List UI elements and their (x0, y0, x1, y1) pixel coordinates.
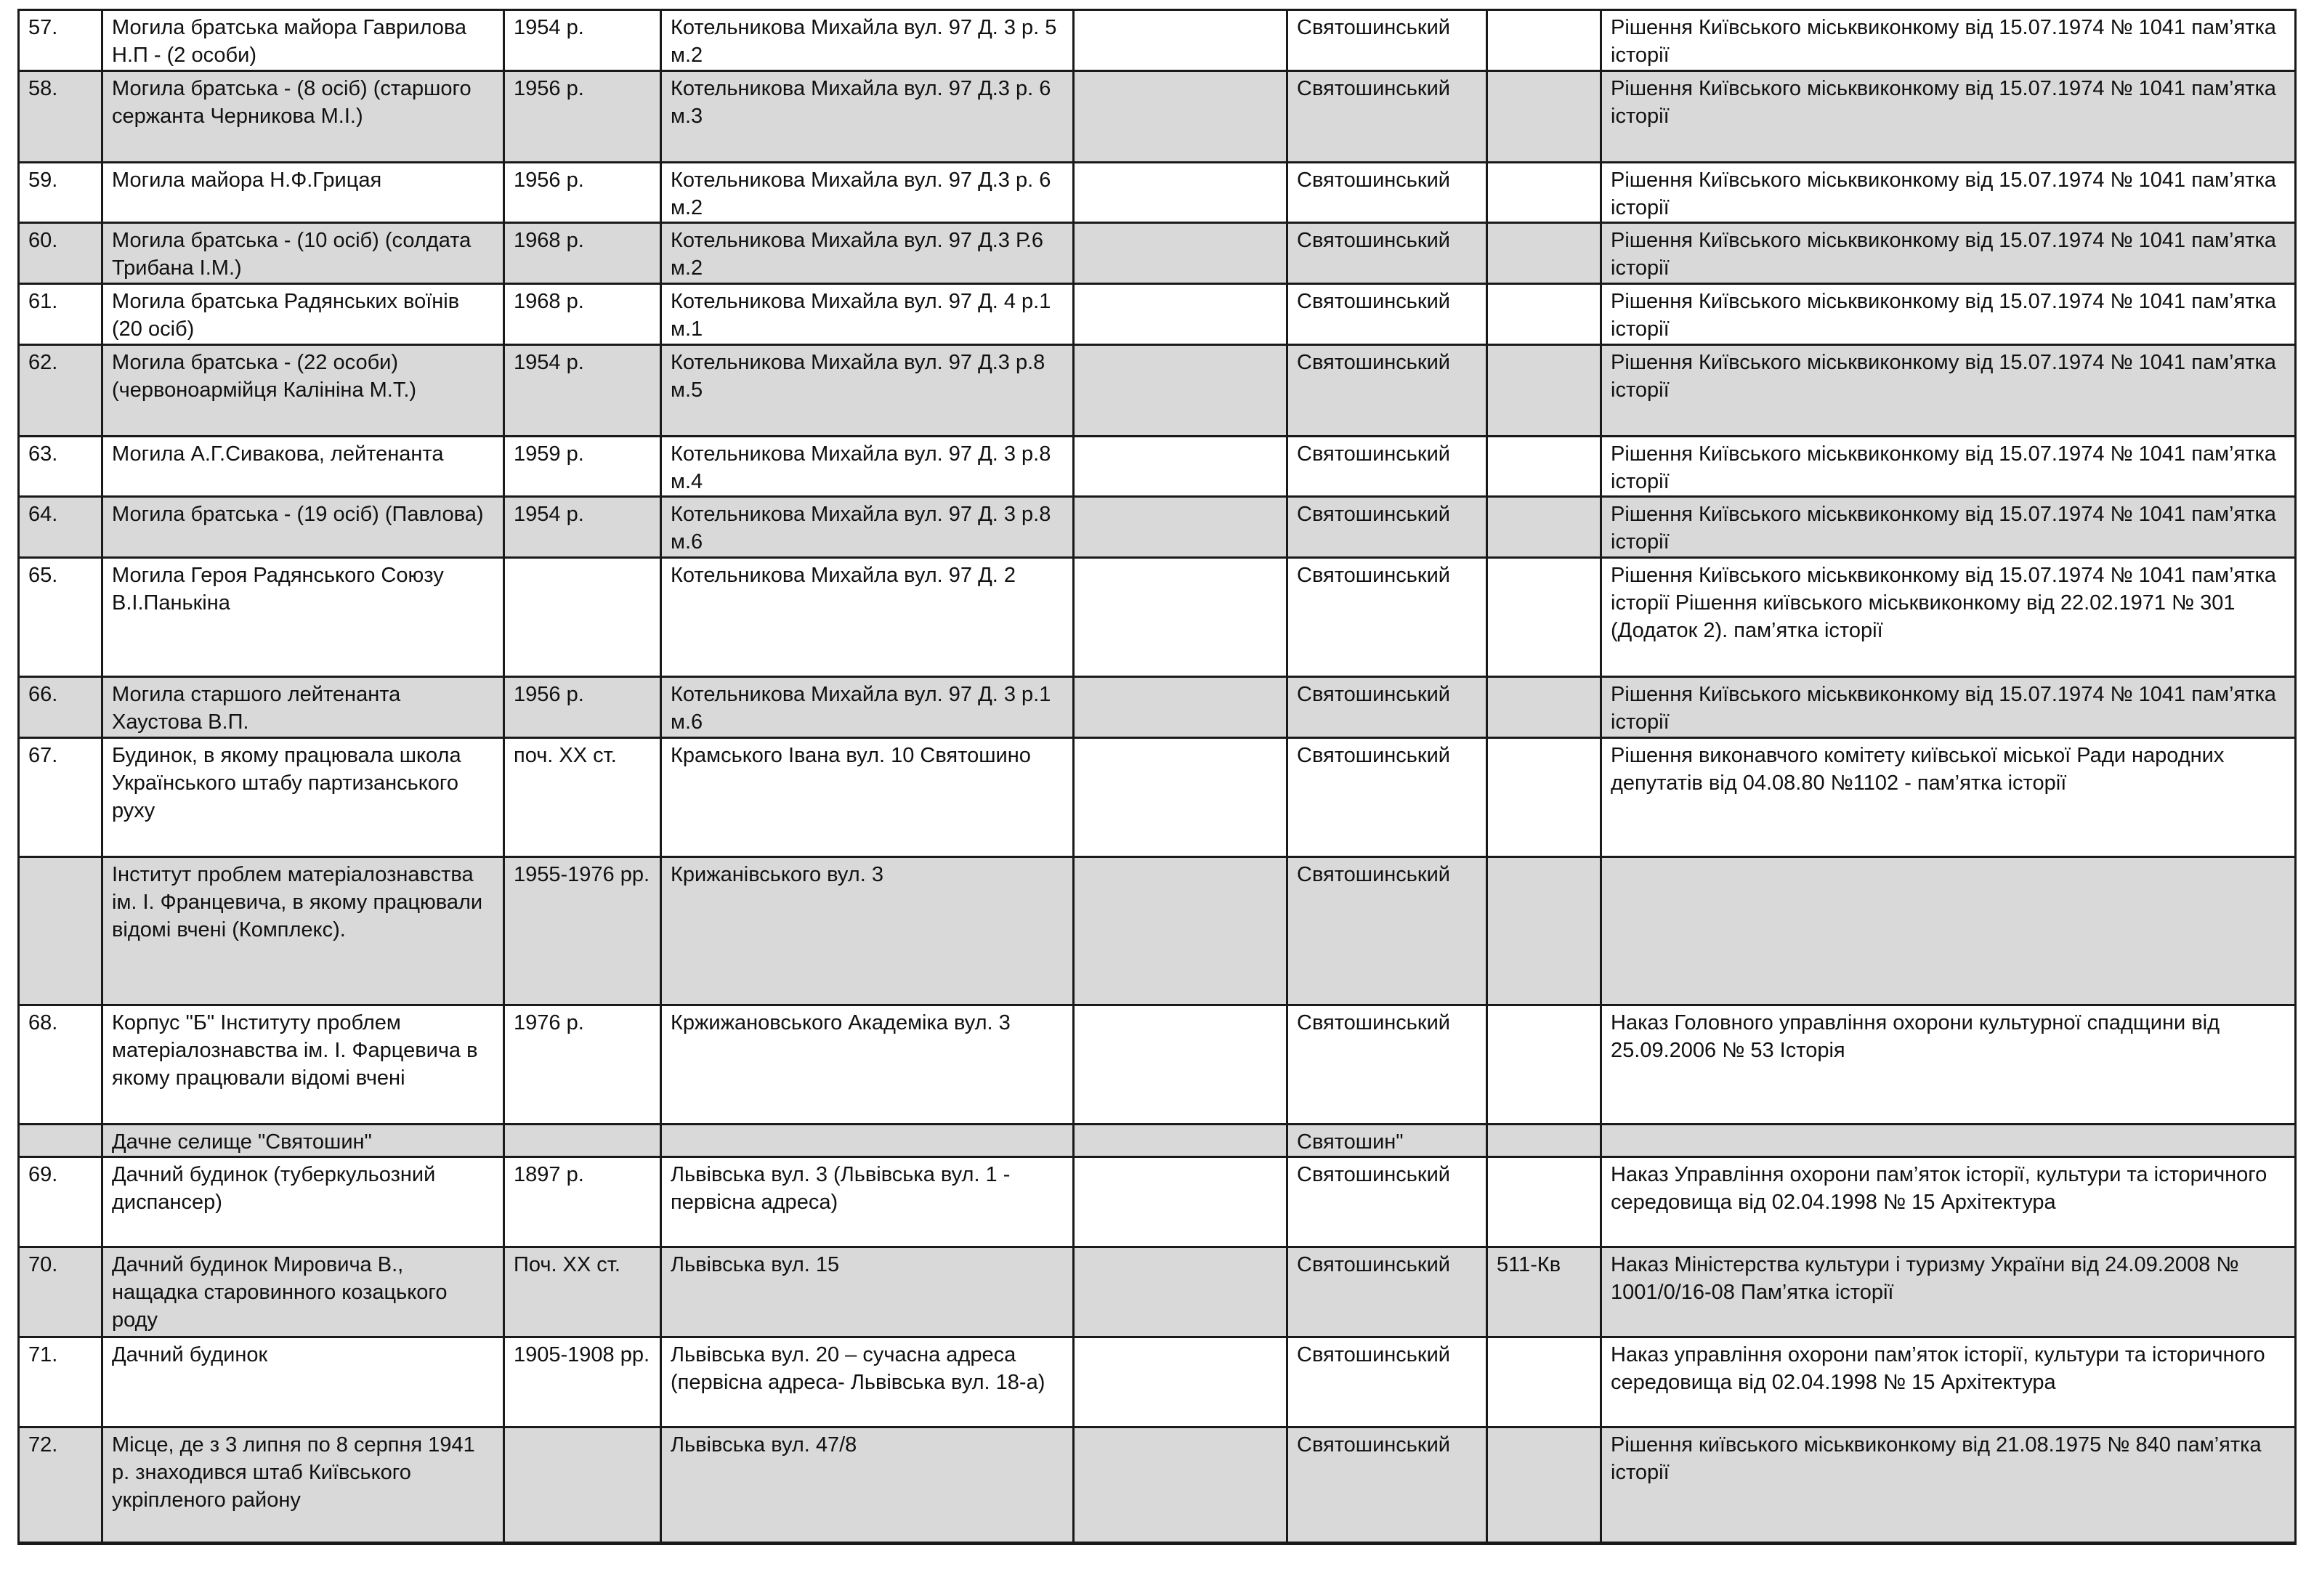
object-district-cell: Святошинський (1287, 1247, 1487, 1337)
empty-cell-cell (1074, 437, 1287, 497)
table-row (19, 1005, 2296, 1125)
table-row (19, 1427, 2296, 1544)
object-date-cell: 1976 р. (504, 1005, 661, 1125)
object-address-cell: Котельникова Михайла вул. 97 Д.3 р.8 м.5 (661, 345, 1074, 437)
table-body (19, 10, 2296, 1544)
object-address-cell: Львівська вул. 15 (661, 1247, 1074, 1337)
registry-code-cell (1487, 1337, 1601, 1427)
row-number-cell: 57. (19, 10, 102, 71)
protection-decision-cell: Рішення Київського міськвиконкому від 15.07.1974 № 1041 пам’ятка історії (1601, 497, 2296, 558)
registry-code-cell (1487, 1427, 1601, 1544)
table-row (19, 437, 2296, 497)
object-name-cell: Могила Героя Радянського Союзу В.І.Панькіна (102, 558, 504, 677)
object-district-cell: Святошинський (1287, 71, 1487, 163)
object-district-cell: Святошинський (1287, 437, 1487, 497)
object-name-cell: Дачний будинок Мировича В., нащадка старовинного козацького роду (102, 1247, 504, 1337)
object-address-cell: Котельникова Михайла вул. 97 Д. 4 р.1 м.1 (661, 284, 1074, 345)
object-address-cell: Котельникова Михайла вул. 97 Д. 2 (661, 558, 1074, 677)
registry-code-cell (1487, 558, 1601, 677)
protection-decision-cell: Рішення Київського міськвиконкому від 15.07.1974 № 1041 пам’ятка історії (1601, 223, 2296, 284)
table-row (19, 857, 2296, 1005)
object-name-cell: Дачний будинок (туберкульозний диспансер) (102, 1157, 504, 1247)
table-row (19, 163, 2296, 223)
empty-cell-cell (1074, 223, 1287, 284)
registry-code-cell (1487, 857, 1601, 1005)
registry-code-cell (1487, 284, 1601, 345)
object-name-cell: Могила А.Г.Сивакова, лейтенанта (102, 437, 504, 497)
object-name-cell: Могила братська майора Гаврилова Н.П - (2 особи) (102, 10, 504, 71)
registry-code-cell (1487, 1125, 1601, 1157)
row-number-cell: 68. (19, 1005, 102, 1125)
empty-cell-cell (1074, 1157, 1287, 1247)
table-row (19, 497, 2296, 558)
table-row (19, 677, 2296, 738)
registry-code-cell (1487, 223, 1601, 284)
object-date-cell (504, 1125, 661, 1157)
object-address-cell: Котельникова Михайла вул. 97 Д.3 Р.6 м.2 (661, 223, 1074, 284)
object-date-cell: 1905-1908 рр. (504, 1337, 661, 1427)
object-district-cell: Святошинський (1287, 284, 1487, 345)
object-district-cell: Святошинський (1287, 558, 1487, 677)
object-date-cell: 1954 р. (504, 345, 661, 437)
protection-decision-cell: Рішення виконавчого комітету київської міської Ради народних депутатів від 04.08.80 №1102 - пам’ятка історії (1601, 738, 2296, 857)
registry-code-cell (1487, 738, 1601, 857)
row-number-cell: 69. (19, 1157, 102, 1247)
object-date-cell: 1956 р. (504, 163, 661, 223)
row-number-cell: 64. (19, 497, 102, 558)
row-number-cell: 67. (19, 738, 102, 857)
row-number-cell (19, 1125, 102, 1157)
object-address-cell: Котельникова Михайла вул. 97 Д. 3 р.8 м.6 (661, 497, 1074, 558)
protection-decision-cell: Рішення Київського міськвиконкому від 15.07.1974 № 1041 пам’ятка історії (1601, 163, 2296, 223)
empty-cell-cell (1074, 71, 1287, 163)
row-number-cell: 66. (19, 677, 102, 738)
object-date-cell: 1968 р. (504, 223, 661, 284)
protection-decision-cell: Рішення Київського міськвиконкому від 15.07.1974 № 1041 пам’ятка історії (1601, 10, 2296, 71)
row-number-cell: 71. (19, 1337, 102, 1427)
object-date-cell: поч. ХХ ст. (504, 738, 661, 857)
object-district-cell: Святошинський (1287, 10, 1487, 71)
table-row (19, 71, 2296, 163)
row-number-cell: 59. (19, 163, 102, 223)
object-district-cell: Святошинський (1287, 163, 1487, 223)
protection-decision-cell: Рішення Київського міськвиконкому від 15.07.1974 № 1041 пам’ятка історії (1601, 71, 2296, 163)
protection-decision-cell: Наказ Головного управління охорони культурної спадщини від 25.09.2006 № 53 Історія (1601, 1005, 2296, 1125)
object-date-cell: 1897 р. (504, 1157, 661, 1247)
row-number-cell: 72. (19, 1427, 102, 1544)
object-name-cell: Могила братська - (10 осіб) (солдата Трибана І.М.) (102, 223, 504, 284)
object-date-cell (504, 558, 661, 677)
row-number-cell: 63. (19, 437, 102, 497)
row-number-cell: 61. (19, 284, 102, 345)
object-address-cell: Крамського Івана вул. 10 Святошино (661, 738, 1074, 857)
object-name-cell: Могила братська - (22 особи) (червоноармійця Калініна М.Т.) (102, 345, 504, 437)
table-row (19, 10, 2296, 71)
registry-code-cell (1487, 1005, 1601, 1125)
object-address-cell: Львівська вул. 20 – сучасна адреса (первісна адреса- Львівська вул. 18-а) (661, 1337, 1074, 1427)
row-number-cell: 62. (19, 345, 102, 437)
table-row (19, 1337, 2296, 1427)
object-address-cell: Львівська вул. 47/8 (661, 1427, 1074, 1544)
protection-decision-cell: Рішення Київського міськвиконкому від 15.07.1974 № 1041 пам’ятка історії (1601, 677, 2296, 738)
object-address-cell: Котельникова Михайла вул. 97 Д. 3 р.1 м.6 (661, 677, 1074, 738)
object-district-cell: Святошинський (1287, 677, 1487, 738)
registry-code-cell (1487, 1157, 1601, 1247)
object-name-cell: Могила братська - (8 осіб) (старшого сержанта Черникова М.І.) (102, 71, 504, 163)
row-number-cell (19, 857, 102, 1005)
empty-cell-cell (1074, 1005, 1287, 1125)
object-date-cell: 1968 р. (504, 284, 661, 345)
protection-decision-cell: Рішення київського міськвиконкому від 21.08.1975 № 840 пам’ятка історії (1601, 1427, 2296, 1544)
protection-decision-cell: Наказ управління охорони пам’яток історії, культури та історичного середовища від 02.04.1998 № 15 Архітектура (1601, 1337, 2296, 1427)
table-row (19, 1247, 2296, 1337)
object-name-cell: Могила братська - (19 осіб) (Павлова) (102, 497, 504, 558)
object-district-cell: Святошин" (1287, 1125, 1487, 1157)
object-district-cell: Святошинський (1287, 223, 1487, 284)
object-name-cell: Могила старшого лейтенанта Хаустова В.П. (102, 677, 504, 738)
table-row (19, 345, 2296, 437)
object-date-cell: 1954 р. (504, 10, 661, 71)
empty-cell-cell (1074, 857, 1287, 1005)
object-name-cell: Інститут проблем матеріалознавства ім. І. Францевича, в якому працювали відомі вчені (Комплекс). (102, 857, 504, 1005)
monuments-registry-table (17, 9, 2297, 1545)
row-number-cell: 60. (19, 223, 102, 284)
empty-cell-cell (1074, 163, 1287, 223)
empty-cell-cell (1074, 677, 1287, 738)
registry-code-cell (1487, 163, 1601, 223)
protection-decision-cell: Рішення Київського міськвиконкому від 15.07.1974 № 1041 пам’ятка історії (1601, 284, 2296, 345)
protection-decision-cell: Рішення Київського міськвиконкому від 15.07.1974 № 1041 пам’ятка історії (1601, 345, 2296, 437)
empty-cell-cell (1074, 10, 1287, 71)
protection-decision-cell (1601, 857, 2296, 1005)
registry-code-cell (1487, 345, 1601, 437)
empty-cell-cell (1074, 1247, 1287, 1337)
object-address-cell: Крижанівського вул. 3 (661, 857, 1074, 1005)
object-name-cell: Дачний будинок (102, 1337, 504, 1427)
object-date-cell: Поч. ХХ ст. (504, 1247, 661, 1337)
object-district-cell: Святошинський (1287, 738, 1487, 857)
protection-decision-cell: Рішення Київського міськвиконкому від 15.07.1974 № 1041 пам’ятка історії (1601, 437, 2296, 497)
table-row (19, 738, 2296, 857)
empty-cell-cell (1074, 738, 1287, 857)
registry-code-cell (1487, 10, 1601, 71)
row-number-cell: 58. (19, 71, 102, 163)
protection-decision-cell: Наказ Управління охорони пам’яток історії, культури та історичного середовища від 02.04.1998 № 15 Архітектура (1601, 1157, 2296, 1247)
row-number-cell: 70. (19, 1247, 102, 1337)
row-number-cell: 65. (19, 558, 102, 677)
table-row (19, 223, 2296, 284)
empty-cell-cell (1074, 1427, 1287, 1544)
object-date-cell: 1959 р. (504, 437, 661, 497)
object-address-cell: Котельникова Михайла вул. 97 Д.3 р. 6 м.2 (661, 163, 1074, 223)
empty-cell-cell (1074, 558, 1287, 677)
object-district-cell: Святошинський (1287, 1005, 1487, 1125)
object-date-cell: 1956 р. (504, 677, 661, 738)
table-row (19, 1157, 2296, 1247)
object-district-cell: Святошинський (1287, 857, 1487, 1005)
object-district-cell: Святошинський (1287, 1157, 1487, 1247)
object-address-cell: Котельникова Михайла вул. 97 Д. 3 р. 5 м.2 (661, 10, 1074, 71)
registry-code-cell (1487, 71, 1601, 163)
object-name-cell: Місце, де з 3 липня по 8 серпня 1941 р. знаходився штаб Київського укріпленого району (102, 1427, 504, 1544)
protection-decision-cell: Наказ Міністерства культури і туризму України від 24.09.2008 № 1001/0/16-08 Пам’ятка історії (1601, 1247, 2296, 1337)
object-name-cell: Будинок, в якому працювала школа Українського штабу партизанського руху (102, 738, 504, 857)
object-address-cell: Котельникова Михайла вул. 97 Д. 3 р.8 м.4 (661, 437, 1074, 497)
object-date-cell (504, 1427, 661, 1544)
empty-cell-cell (1074, 497, 1287, 558)
object-date-cell: 1956 р. (504, 71, 661, 163)
object-address-cell: Котельникова Михайла вул. 97 Д.3 р. 6 м.3 (661, 71, 1074, 163)
object-date-cell: 1954 р. (504, 497, 661, 558)
object-district-cell: Святошинський (1287, 345, 1487, 437)
empty-cell-cell (1074, 1125, 1287, 1157)
registry-code-cell (1487, 497, 1601, 558)
object-address-cell: Кржижановського Академіка вул. 3 (661, 1005, 1074, 1125)
object-address-cell: Львівська вул. 3 (Львівська вул. 1 - первісна адреса) (661, 1157, 1074, 1247)
empty-cell-cell (1074, 345, 1287, 437)
object-name-cell: Могила братська Радянських воїнів (20 осіб) (102, 284, 504, 345)
object-district-cell: Святошинський (1287, 1427, 1487, 1544)
empty-cell-cell (1074, 1337, 1287, 1427)
protection-decision-cell: Рішення Київського міськвиконкому від 15.07.1974 № 1041 пам’ятка історії Рішення київського міськвиконкому від 22.02.1971 № 301 (Додаток 2). пам’ятка історії (1601, 558, 2296, 677)
object-name-cell: Корпус "Б" Інституту проблем матеріалознавства ім. І. Фарцевича в якому працювали відомі вчені (102, 1005, 504, 1125)
table-row (19, 1125, 2296, 1157)
object-date-cell: 1955-1976 рр. (504, 857, 661, 1005)
object-address-cell (661, 1125, 1074, 1157)
object-district-cell: Святошинський (1287, 1337, 1487, 1427)
empty-cell-cell (1074, 284, 1287, 345)
protection-decision-cell (1601, 1125, 2296, 1157)
object-name-cell: Дачне селище "Святошин" (102, 1125, 504, 1157)
registry-code-cell (1487, 437, 1601, 497)
registry-code-cell (1487, 677, 1601, 738)
table-row (19, 284, 2296, 345)
object-name-cell: Могила майора Н.Ф.Грицая (102, 163, 504, 223)
registry-code-cell: 511-Кв (1487, 1247, 1601, 1337)
object-district-cell: Святошинський (1287, 497, 1487, 558)
table-row (19, 558, 2296, 677)
